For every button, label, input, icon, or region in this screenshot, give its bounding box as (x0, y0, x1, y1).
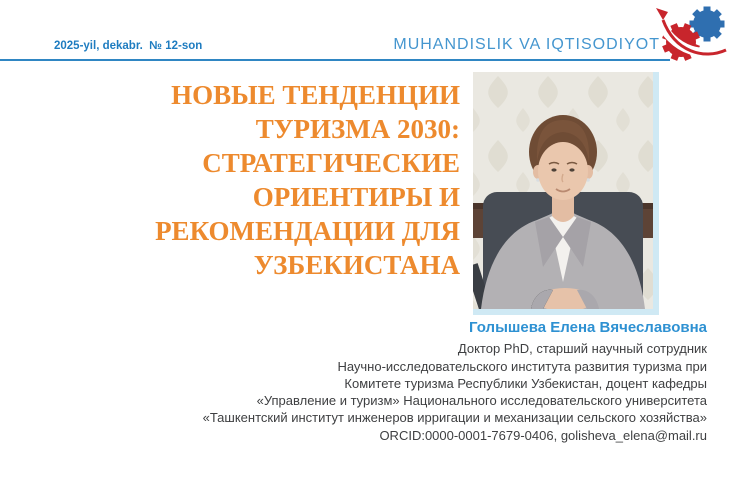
title-line: РЕКОМЕНДАЦИИ ДЛЯ (155, 216, 460, 246)
journal-name: MUHANDISLIK VA IQTISODIYOT (393, 36, 660, 53)
author-affiliation-line: Комитете туризма Республики Узбекистан, доцент кафедры (344, 375, 707, 391)
header-divider (0, 59, 670, 61)
author-affiliation-line: «Управление и туризм» Национального исследовательского университета (256, 393, 707, 409)
title-line: ОРИЕНТИРЫ И (252, 182, 460, 212)
gears-with-arrow-icon (654, 3, 730, 63)
author-orcid-email: ORCID:0000-0001-7679-0406, golisheva_elena@mail.ru (379, 427, 707, 443)
author-affiliation-line: Научно-исследовательского института развития туризма при (337, 358, 707, 374)
author-block (87, 319, 707, 444)
article-title (138, 78, 460, 282)
author-affiliation-line: «Ташкентский институт инженеров ирригации и механизации сельского хозяйства» (202, 410, 707, 426)
title-line: НОВЫЕ ТЕНДЕНЦИИ (171, 80, 460, 110)
title-line: СТРАТЕГИЧЕСКИЕ (202, 148, 460, 178)
author-affiliation-line: Доктор PhD, старший научный сотрудник (457, 341, 707, 357)
author-name: Голышева Елена Вячеславовна (469, 319, 707, 336)
issue-info: 2025-yil, dekabr. № 12-son (54, 40, 203, 52)
title-line: ТУРИЗМА 2030: (255, 114, 460, 144)
title-line: УЗБЕКИСТАНА (253, 250, 460, 280)
author-photo (473, 72, 659, 315)
